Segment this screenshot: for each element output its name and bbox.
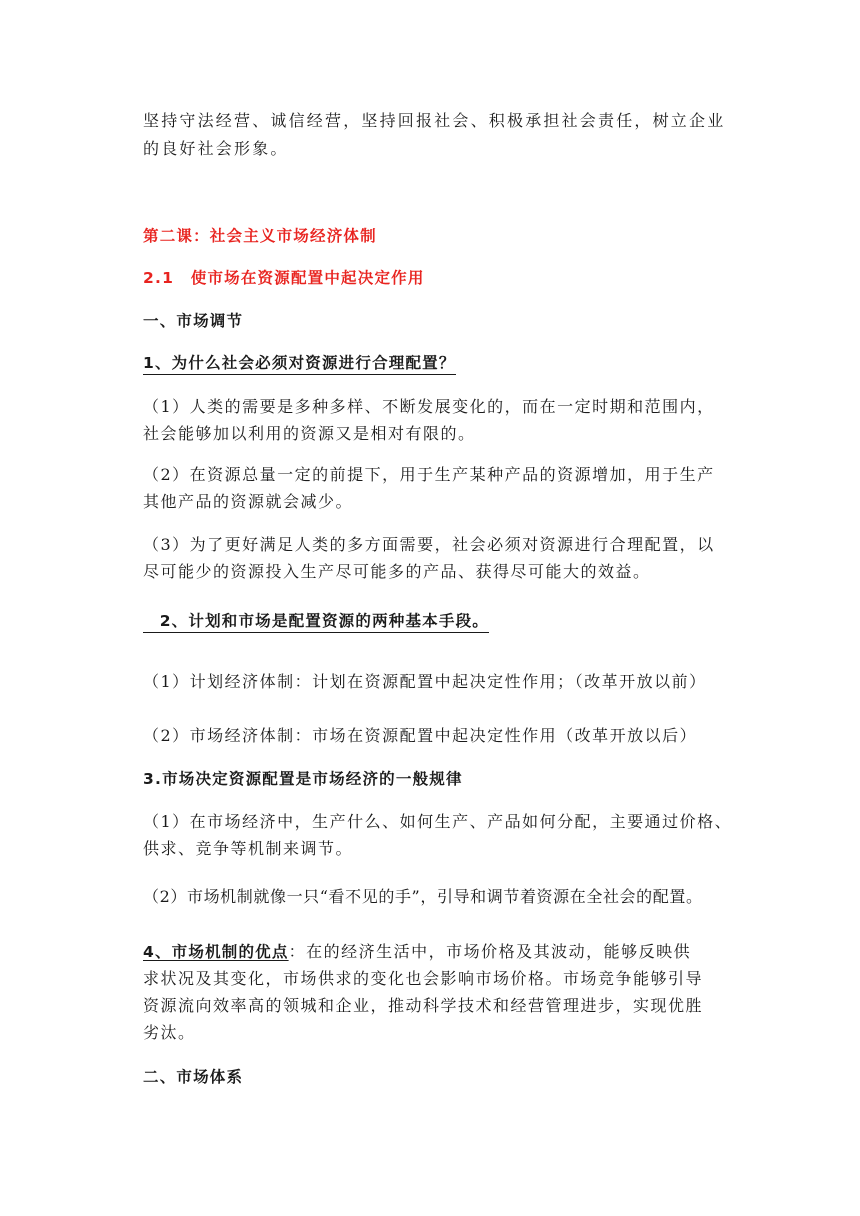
q4-label: 4、市场机制的优点 bbox=[143, 943, 289, 961]
q4-line-4: 劣汰。 bbox=[143, 1023, 196, 1042]
q2-paragraph-1: （1）计划经济体制：计划在资源配置中起决定性作用；（改革开放以前） bbox=[143, 672, 707, 691]
q1-paragraph-1-line-2: 社会能够加以利用的资源又是相对有限的。 bbox=[143, 424, 476, 443]
q3-paragraph-1-line-2: 供求、竞争等机制来调节。 bbox=[143, 839, 354, 858]
part1-heading: 一、市场调节 bbox=[143, 312, 244, 330]
intro-line-1: 坚持守法经营、诚信经营，坚持回报社会、积极承担社会责任，树立企业 bbox=[143, 111, 726, 130]
q2-heading: 2、计划和市场是配置资源的两种基本手段。 bbox=[143, 611, 489, 633]
q4-line-1-text: ：在的经济生活中，市场价格及其波动，能够反映供 bbox=[288, 942, 692, 961]
section-title: 2.1 使市场在资源配置中起决定作用 bbox=[143, 269, 425, 287]
q3-paragraph-2: （2）市场机制就像一只“看不见的手”，引导和调节着资源在全社会的配置。 bbox=[143, 887, 703, 906]
q4-line-2: 求状况及其变化，市场供求的变化也会影响市场价格。市场竞争能够引导 bbox=[143, 969, 704, 988]
q2-paragraph-2: （2）市场经济体制：市场在资源配置中起决定性作用（改革开放以后） bbox=[143, 726, 698, 745]
q1-paragraph-2-line-1: （2）在资源总量一定的前提下，用于生产某种产品的资源增加，用于生产 bbox=[143, 465, 715, 484]
part2-heading: 二、市场体系 bbox=[143, 1068, 244, 1086]
intro-line-2: 的良好社会形象。 bbox=[143, 139, 289, 158]
q3-heading: 3.市场决定资源配置是市场经济的一般规律 bbox=[143, 770, 463, 788]
q1-heading: 1、为什么社会必须对资源进行合理配置？ bbox=[143, 353, 456, 375]
lesson-title: 第二课：社会主义市场经济体制 bbox=[143, 227, 377, 245]
q1-paragraph-2-line-2: 其他产品的资源就会减少。 bbox=[143, 492, 354, 511]
q1-paragraph-3-line-1: （3）为了更好满足人类的多方面需要，社会必须对资源进行合理配置，以 bbox=[143, 535, 715, 554]
q4-line-3: 资源流向效率高的领城和企业，推动科学技术和经营管理进步，实现优胜 bbox=[143, 996, 704, 1015]
q1-paragraph-3-line-2: 尽可能少的资源投入生产尽可能多的产品、获得尽可能大的效益。 bbox=[143, 562, 651, 581]
q1-paragraph-1-line-1: （1）人类的需要是多种多样、不断发展变化的，而在一定时期和范围内， bbox=[143, 397, 715, 416]
q3-paragraph-1-line-1: （1）在市场经济中，生产什么、如何生产、产品如何分配，主要通过价格、 bbox=[143, 812, 733, 831]
q4-line-1 bbox=[143, 942, 691, 962]
